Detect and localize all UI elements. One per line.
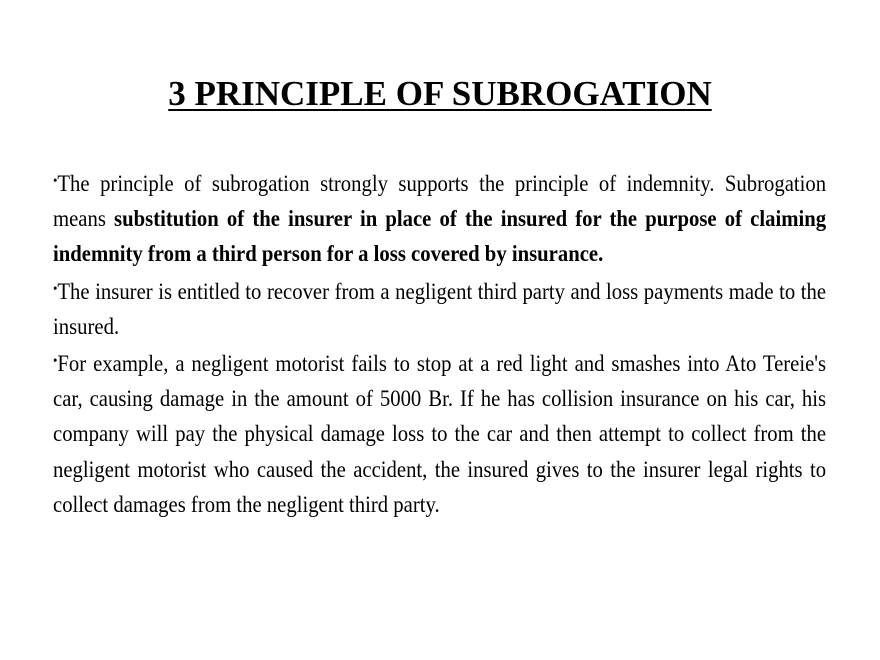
slide-body: [53, 164, 826, 522]
bullet-point: [53, 344, 826, 522]
bullet-icon: •: [53, 354, 58, 370]
bullet-icon: •: [53, 174, 58, 189]
bullet-bold-text: substitution of the insurer in place of the insured for the purpose of claiming indemnity from a third person for a loss covered by insurance.: [53, 206, 827, 267]
bullet-text: The insurer is entitled to recover from a negligent third party and loss payments made to the insured.: [53, 278, 827, 339]
slide-title: 3 PRINCIPLE OF SUBROGATION: [168, 74, 712, 113]
bullet-point: [53, 164, 826, 272]
bullet-text: The principle of subrogation strongly supports the principle of indemnity. Subrogation means: [53, 171, 827, 232]
bullet-icon: •: [53, 281, 58, 297]
bullet-text: For example, a negligent motorist fails to stop at a red light and smashes into Ato Tereie's car, causing damage in the amount of 5000 Br. If he has collision insurance on his car, his company will pay the physical damage loss to the car and then attempt to collect from the negligent motorist who caused the accident, the insured gives to the insurer legal rights to collect damages from the negligent third party.: [53, 351, 827, 517]
bullet-point: [53, 272, 826, 344]
